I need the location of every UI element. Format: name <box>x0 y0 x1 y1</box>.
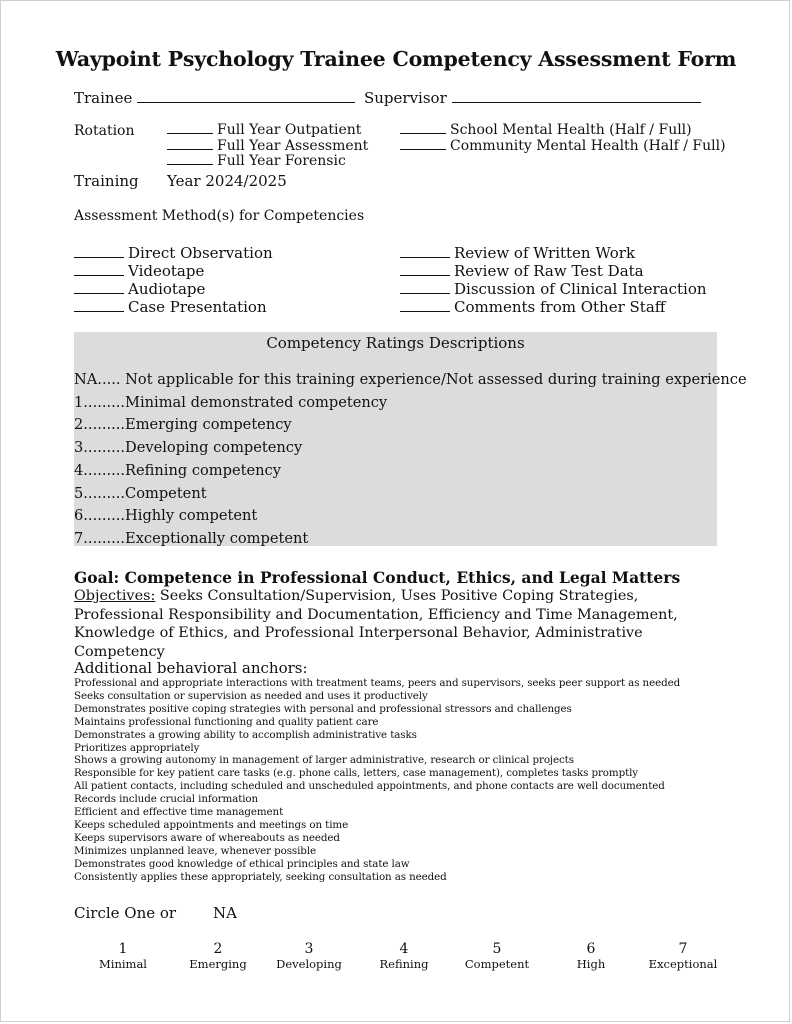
rating-label: Competent <box>464 957 530 971</box>
rating-number: 6 <box>586 941 596 957</box>
supervisor-label: Supervisor <box>364 89 447 107</box>
rating-option-2[interactable] <box>178 941 258 971</box>
rotation-option[interactable]: Community Mental Health (Half / Full) <box>400 139 726 155</box>
objectives-label: Objectives: <box>74 588 156 604</box>
rating-row: 3.........Developing competency <box>74 439 303 457</box>
objectives-text: Seeks Consultation/Supervision, Uses Positive Coping Strategies, Professional Responsibility and Documentation, Efficiency and Time Management, Knowledge of Ethics, and Professional Interpersonal Behavior, Administrative Competency <box>74 588 678 660</box>
form-title: Waypoint Psychology Trainee Competency Assessment Form <box>55 47 737 71</box>
rating-row: 6.........Highly competent <box>74 507 258 525</box>
ratings-list <box>74 369 747 551</box>
rating-number: 7 <box>678 941 688 957</box>
rating-label: Developing <box>276 957 342 971</box>
rotation-right-list <box>400 123 726 154</box>
rating-label: High <box>576 957 606 971</box>
trainee-label: Trainee <box>74 89 133 107</box>
rotation-left-list <box>167 123 368 170</box>
ratings-header: Competency Ratings Descriptions <box>266 334 525 352</box>
rotation-label: Rotation <box>74 123 135 139</box>
rating-number: 2 <box>213 941 223 957</box>
rating-number: 1 <box>118 941 128 957</box>
rating-option-1[interactable] <box>83 941 163 971</box>
method-option[interactable]: Review of Written Work <box>400 244 707 262</box>
objectives-paragraph <box>74 587 724 661</box>
anchor-item: Demonstrates a growing ability to accomplish administrative tasks <box>74 728 417 741</box>
rating-row: 5.........Competent <box>74 484 207 502</box>
na-option[interactable]: NA <box>213 904 237 922</box>
rating-label: Refining <box>379 957 429 971</box>
rating-option-6[interactable] <box>551 941 631 971</box>
anchor-item: Professional and appropriate interactions with treatment teams, peers and supervisors, seeks peer support as needed <box>74 677 681 689</box>
anchor-item: Prioritizes appropriately <box>74 741 200 754</box>
circle-one-label: Circle One or <box>74 904 177 922</box>
rotation-option[interactable]: Full Year Forensic <box>167 154 368 170</box>
anchor-item: Keeps supervisors aware of whereabouts as needed <box>74 831 340 844</box>
rating-label: Emerging <box>189 957 247 971</box>
method-option[interactable]: Comments from Other Staff <box>400 298 707 316</box>
rating-row: 2.........Emerging competency <box>74 416 292 434</box>
rating-option-5[interactable] <box>457 941 537 971</box>
trainee-field[interactable] <box>74 89 355 107</box>
supervisor-field[interactable] <box>364 89 701 107</box>
rating-row: NA..... Not applicable for this training experience/Not assessed during training experience <box>74 371 747 388</box>
anchor-item: Demonstrates good knowledge of ethical principles and state law <box>74 857 410 870</box>
rating-number: 3 <box>304 941 314 957</box>
rating-number: 5 <box>492 941 502 957</box>
rating-row: 1.........Minimal demonstrated competency <box>74 393 388 411</box>
assessment-methods-label: Assessment Method(s) for Competencies <box>74 208 365 224</box>
anchors-list <box>74 677 680 884</box>
rating-option-3[interactable] <box>269 941 349 971</box>
supervisor-line[interactable] <box>452 90 701 103</box>
anchor-item: Maintains professional functioning and quality patient care <box>74 715 379 728</box>
rating-option-7[interactable] <box>643 941 723 971</box>
anchor-item: Shows a growing autonomy in management of larger administrative, research or clinical projects <box>74 754 574 767</box>
method-option[interactable]: Case Presentation <box>74 298 273 316</box>
trainee-line[interactable] <box>137 90 355 103</box>
anchor-item: Responsible for key patient care tasks (e.g. phone calls, letters, case management), completes tasks promptly <box>74 767 639 780</box>
method-option[interactable]: Review of Raw Test Data <box>400 262 707 280</box>
rating-number: 4 <box>399 941 409 957</box>
anchor-item: All patient contacts, including scheduled and unscheduled appointments, and phone contacts are well documented <box>74 780 665 793</box>
anchor-item: Seeks consultation or supervision as needed and uses it productively <box>74 689 428 702</box>
goal-heading: Goal: Competence in Professional Conduct, Ethics, and Legal Matters <box>74 568 681 587</box>
rotation-option[interactable]: Full Year Outpatient <box>167 123 368 139</box>
rating-row: 7.........Exceptionally competent <box>74 529 309 547</box>
anchor-item: Minimizes unplanned leave, whenever possible <box>74 844 316 857</box>
rating-label: Minimal <box>99 957 147 971</box>
anchor-item: Keeps scheduled appointments and meetings on time <box>74 818 349 831</box>
anchor-item: Records include crucial information <box>74 793 259 806</box>
rating-label: Exceptional <box>648 957 718 971</box>
training-value: Year 2024/2025 <box>167 172 287 190</box>
method-option[interactable]: Discussion of Clinical Interaction <box>400 280 707 298</box>
training-label: Training <box>74 172 139 190</box>
rotation-option[interactable]: School Mental Health (Half / Full) <box>400 123 726 139</box>
method-option[interactable]: Videotape <box>74 262 273 280</box>
anchors-header: Additional behavioral anchors: <box>74 659 308 677</box>
methods-right-list <box>400 244 707 316</box>
anchor-item: Consistently applies these appropriately, seeking consultation as needed <box>74 870 447 883</box>
rotation-option[interactable]: Full Year Assessment <box>167 139 368 155</box>
anchor-item: Demonstrates positive coping strategies with personal and professional stressors and challenges <box>74 702 572 715</box>
rating-option-4[interactable] <box>364 941 444 971</box>
method-option[interactable]: Direct Observation <box>74 244 273 262</box>
methods-left-list <box>74 244 273 316</box>
rating-row: 4.........Refining competency <box>74 461 281 479</box>
anchor-item: Efficient and effective time management <box>74 806 284 819</box>
method-option[interactable]: Audiotape <box>74 280 273 298</box>
